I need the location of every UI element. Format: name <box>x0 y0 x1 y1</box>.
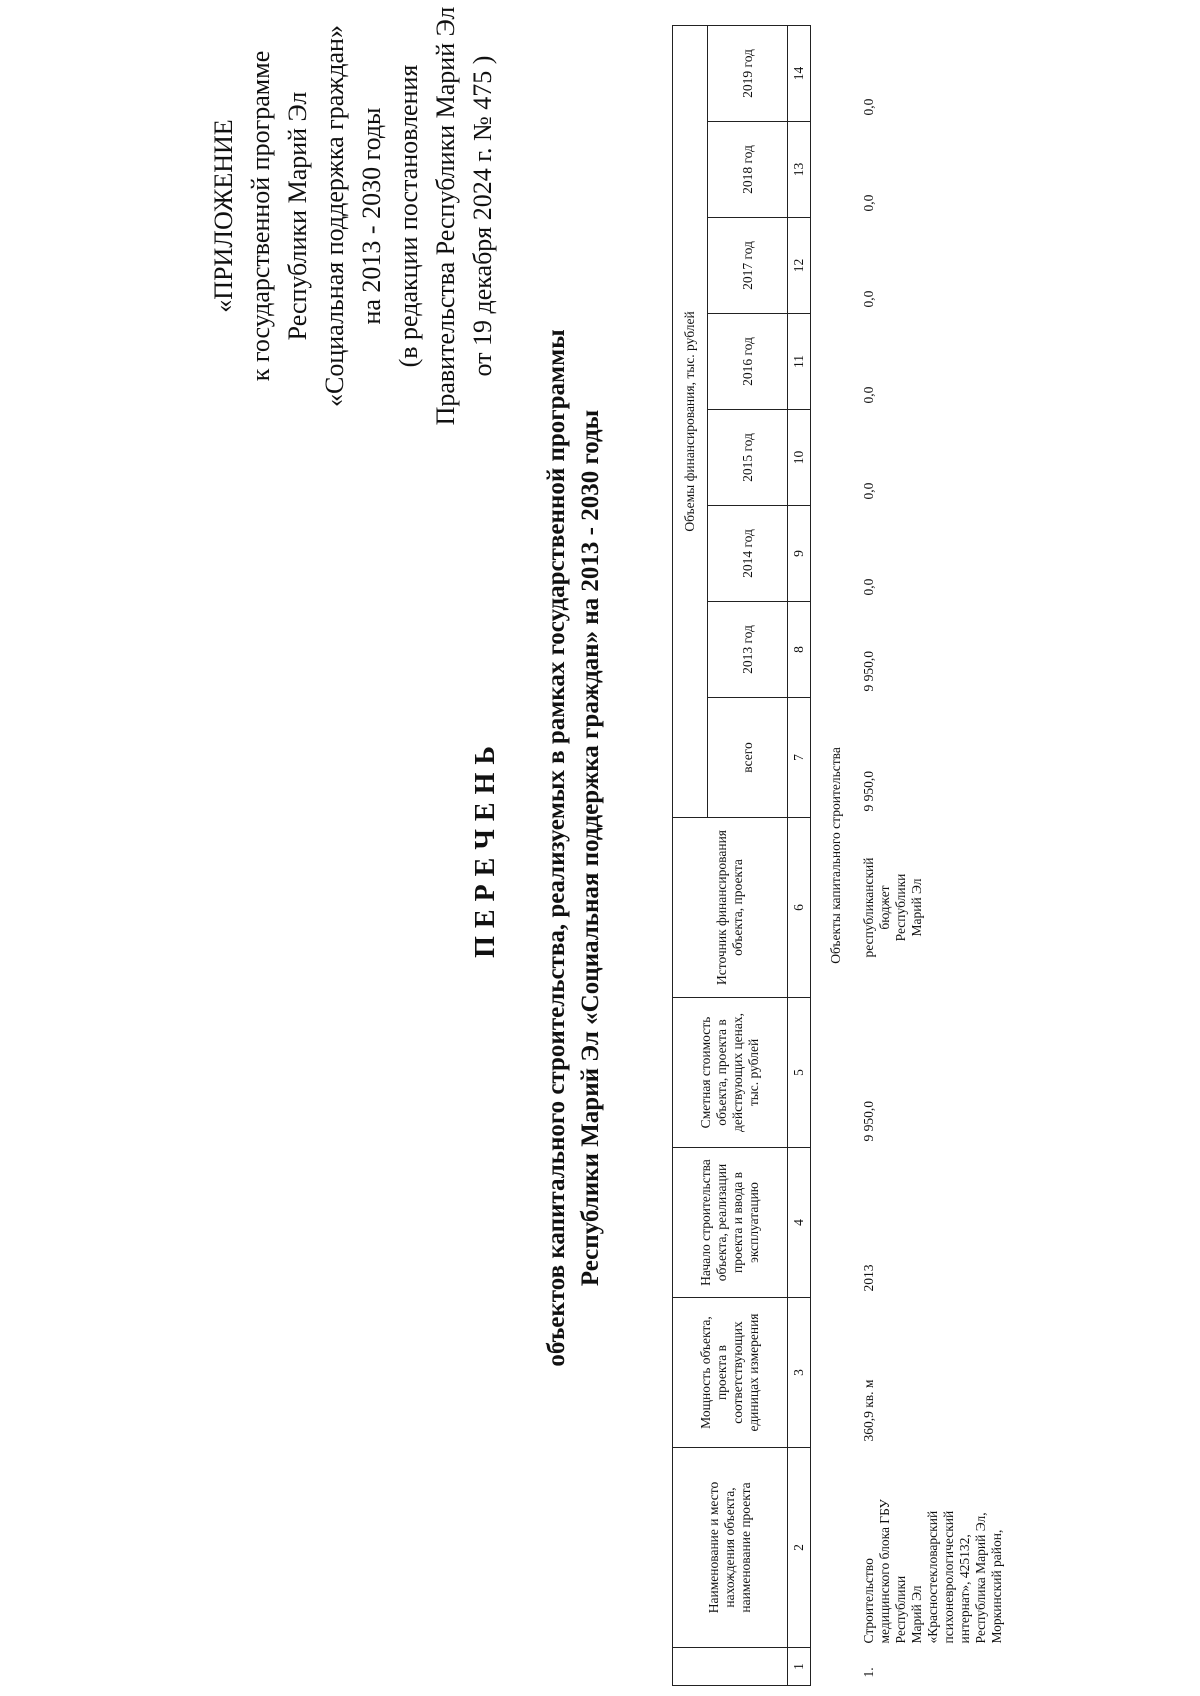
column-number: 11 <box>788 314 811 410</box>
header-start-date: Начало строительства объекта, реализации проекта и ввода в эксплуатацию <box>673 1148 788 1298</box>
object-name <box>853 1448 1009 1648</box>
header-year-2013: 2013 год <box>708 602 788 698</box>
header-year-2018: 2018 год <box>708 122 788 218</box>
funding-source-line: бюджет <box>877 885 892 930</box>
column-number: 9 <box>788 506 811 602</box>
header-estimated-cost: Сметная стоимость объекта, проекта в действующих ценах, тыс. рублей <box>673 998 788 1148</box>
section-title: Объекты капитального строительства <box>828 747 843 964</box>
funding-source-line: Республики <box>893 873 908 942</box>
appendix-line: на 2013 - 2030 годы <box>357 107 386 325</box>
object-name-line: Моркинский район, <box>989 1529 1004 1644</box>
column-number: 6 <box>788 818 811 998</box>
document-title: ПЕРЕЧЕНЬ <box>470 738 501 958</box>
title-block <box>470 0 608 1696</box>
funding-2014: 0,0 <box>861 578 876 596</box>
column-number: 1 <box>788 1648 811 1686</box>
column-number: 2 <box>788 1448 811 1648</box>
document-subtitle-line-1: объектов капитального строительства, реализуемых в рамках государственной программы <box>543 329 570 1367</box>
funding-2018: 0,0 <box>861 194 876 212</box>
header-col-1 <box>673 1648 788 1686</box>
funding-2016: 0,0 <box>861 386 876 404</box>
column-number: 5 <box>788 998 811 1148</box>
appendix-line: «Социальная поддержка граждан» <box>320 25 349 407</box>
object-name-line: медицинского блока ГБУ <box>877 1499 892 1644</box>
object-name-line: Марий Эл <box>909 1585 924 1644</box>
objects-table <box>672 25 1009 1686</box>
object-cost: 9 950,0 <box>861 1101 876 1142</box>
section-row <box>811 25 854 1685</box>
header-year-2017: 2017 год <box>708 218 788 314</box>
appendix-line: «ПРИЛОЖЕНИЕ <box>209 119 238 313</box>
appendix-header <box>205 0 501 466</box>
appendix-line: Правительства Республики Марий Эл <box>431 6 460 426</box>
column-number: 4 <box>788 1148 811 1298</box>
appendix-line: от 19 декабря 2024 г. № 475 ) <box>468 55 497 377</box>
object-start-year: 2013 <box>861 1264 876 1292</box>
funding-total: 9 950,0 <box>861 771 876 812</box>
appendix-line: (в редакции постановления <box>394 64 423 368</box>
funding-2019: 0,0 <box>861 98 876 116</box>
header-financing-volume: Объемы финансирования, тыс. рублей <box>673 25 708 817</box>
funding-2017: 0,0 <box>861 290 876 308</box>
appendix-line: Республики Марий Эл <box>283 91 312 341</box>
column-number: 10 <box>788 410 811 506</box>
header-year-2015: 2015 год <box>708 410 788 506</box>
funding-source-line: Марий Эл <box>909 878 924 937</box>
funding-2015: 0,0 <box>861 482 876 500</box>
header-year-2014: 2014 год <box>708 506 788 602</box>
column-number: 3 <box>788 1298 811 1448</box>
column-number-row <box>788 25 811 1685</box>
object-name-line: интернат», 425132, <box>957 1534 972 1644</box>
table-row <box>853 25 1009 1685</box>
object-name-line: психоневрологический <box>941 1510 956 1644</box>
column-number: 13 <box>788 122 811 218</box>
object-name-line: Строительство <box>861 1558 876 1644</box>
column-number: 12 <box>788 218 811 314</box>
header-funding-source: Источник финансирования объекта, проекта <box>673 818 788 998</box>
header-year-2019: 2019 год <box>708 25 788 121</box>
row-number: 1. <box>861 1667 876 1678</box>
header-total: всего <box>708 698 788 818</box>
funding-source-line: республиканский <box>861 857 876 958</box>
column-number: 14 <box>788 25 811 121</box>
appendix-line: к государственной программе <box>246 50 275 382</box>
object-name-line: Республика Марий Эл, <box>973 1512 988 1644</box>
column-number: 7 <box>788 698 811 818</box>
table-header-row <box>673 25 708 1685</box>
object-capacity: 360,9 кв. м <box>861 1379 876 1442</box>
header-name-location: Наименование и место нахождения объекта, наименование проекта <box>673 1448 788 1648</box>
object-name-line: Республики <box>893 1575 908 1644</box>
header-year-2016: 2016 год <box>708 314 788 410</box>
objects-table-container <box>672 26 1009 1686</box>
funding-source <box>853 818 1009 998</box>
column-number: 8 <box>788 602 811 698</box>
object-name-line: «Красностекловарский <box>925 1510 940 1644</box>
header-capacity: Мощность объекта, проекта в соответствующих единицах измерения <box>673 1298 788 1448</box>
funding-2013: 9 950,0 <box>861 651 876 692</box>
document-subtitle-line-2: Республики Марий Эл «Социальная поддержка граждан» на 2013 - 2030 годы <box>577 409 604 1287</box>
